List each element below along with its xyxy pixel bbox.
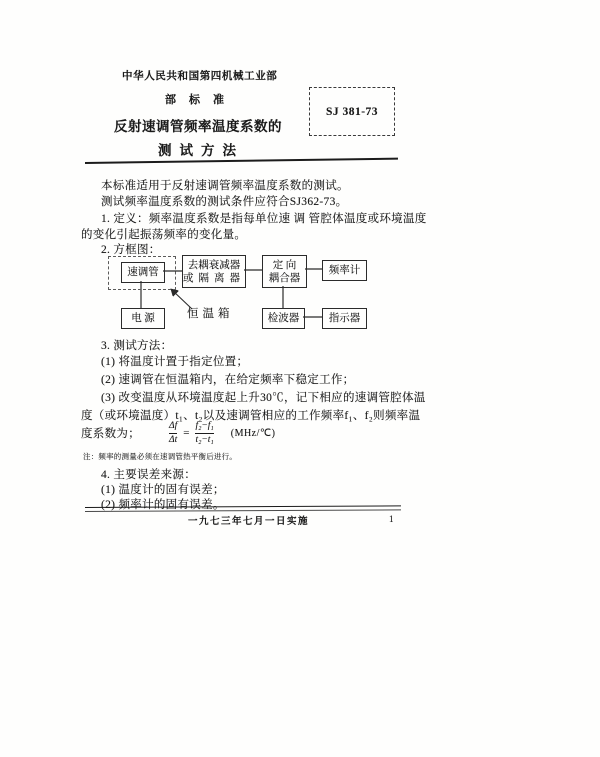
coupler-label-line2: 耦合器 bbox=[268, 272, 301, 284]
section1-definition-line2: 的变化引起振荡频率的变化量。 bbox=[81, 229, 247, 241]
document-title-line2: 测试方法 bbox=[158, 143, 244, 158]
formula-rhs-fraction bbox=[193, 421, 215, 446]
formula-unit: (MHz/℃) bbox=[230, 427, 276, 439]
footer-divider-rule bbox=[85, 505, 401, 512]
section1-definition-line1: 1. 定义：频率温度系数是指每单位速 调 管腔体温度或环境温度 bbox=[101, 213, 427, 225]
method-step-2: (2) 速调管在恒温箱内，在给定频率下稳定工作； bbox=[101, 374, 355, 386]
method-step-3-line1: (3) 改变温度从环境温度起上升30℃，记下相应的速调管腔体温 bbox=[101, 392, 426, 404]
intro-paragraph-1: 本标准适用于反射速调管频率温度系数的测试。 bbox=[101, 180, 349, 192]
diagram-box-detector: 检波器 bbox=[262, 308, 305, 329]
standard-type-label: 部标准 bbox=[165, 94, 237, 106]
error-source-2: (2) 频率计的固有误差。 bbox=[101, 499, 225, 511]
diagram-box-klystron: 速调管 bbox=[121, 262, 165, 283]
document-title-line1: 反射速调管频率温度系数的 bbox=[114, 119, 282, 134]
section3-heading: 3. 测试方法： bbox=[101, 340, 173, 352]
formula-equals-sign: = bbox=[183, 427, 190, 439]
method-step-3-line3: 度系数为； bbox=[81, 428, 140, 440]
page-number: 1 bbox=[389, 514, 394, 524]
thermostat-label: 恒温箱 bbox=[187, 308, 234, 320]
diagram-box-attenuator bbox=[182, 255, 246, 288]
diagram-box-frequency-meter: 频率计 bbox=[322, 260, 367, 281]
formula-rhs-numerator: f₂−f₁ bbox=[195, 420, 214, 431]
standard-number: SJ 381-73 bbox=[325, 105, 379, 118]
formula-rhs-denominator: t₂−t₁ bbox=[195, 434, 214, 445]
error-source-1: (1) 温度计的固有误差； bbox=[101, 484, 225, 496]
temperature-coefficient-formula bbox=[167, 419, 275, 447]
formula-lhs-fraction bbox=[167, 421, 179, 446]
attenuator-label-line2: 或隔离器 bbox=[183, 272, 245, 284]
formula-footnote: 注：频率的测量必须在速调管热平衡后进行。 bbox=[83, 452, 237, 461]
method-step-3-line2: 度（或环境温度）t₁、t₂以及速调管相应的工作频率f₁、f₂则频率温 bbox=[81, 410, 421, 422]
attenuator-label-line1: 去耦衰减器 bbox=[187, 259, 241, 271]
formula-lhs-denominator: Δt bbox=[169, 434, 178, 445]
intro-paragraph-2: 测试频率温度系数的测试条件应符合SJ362-73。 bbox=[101, 196, 348, 208]
diagram-box-directional-coupler bbox=[262, 255, 307, 288]
issuing-department: 中华人民共和国第四机械工业部 bbox=[122, 71, 278, 82]
section4-heading: 4. 主要误差来源： bbox=[101, 469, 196, 481]
method-step-1: (1) 将温度计置于指定位置； bbox=[101, 356, 249, 368]
standard-number-box bbox=[309, 87, 395, 136]
diagram-box-power-supply: 电 源 bbox=[121, 308, 165, 329]
coupler-label-line1: 定 向 bbox=[272, 259, 297, 271]
diagram-box-indicator: 指示器 bbox=[322, 308, 367, 329]
section2-heading: 2. 方框图： bbox=[101, 244, 161, 256]
formula-lhs-numerator: Δf bbox=[169, 420, 178, 431]
implementation-date: 一九七三年七月一日实施 bbox=[188, 517, 310, 527]
